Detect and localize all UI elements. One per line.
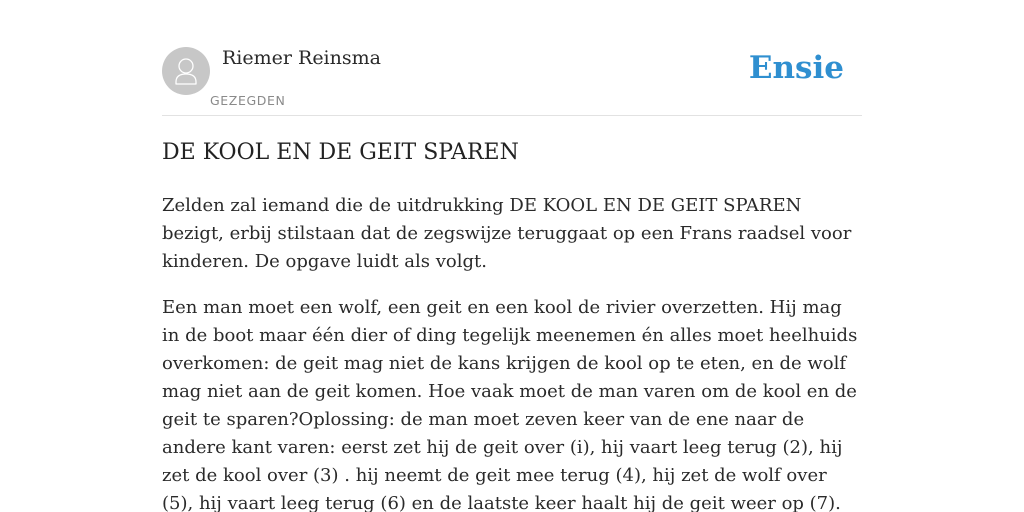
author-avatar[interactable] <box>162 47 210 95</box>
page-header <box>162 46 862 116</box>
article-paragraph: Een man moet een wolf, een geit en een kool de rivier overzetten. Hij mag in de boot maar één dier of ding tegelijk meenemen én alles moet heelhuids overkomen: de geit mag niet de kans krijgen de kool op te eten, en de wolf mag niet aan de geit komen. Hoe vaak moet de man varen om de kool en de geit te sparen?Oplossing: de man moet zeven keer van de ene naar de andere kant varen: eerst zet hij de geit over (i), hij vaart leeg terug (2), hij zet de kool over (3) . hij neemt de geit mee terug (4), hij zet de wolf over (5), hij vaart leeg terug (6) en de laatste keer haalt hij de geit weer op (7). <box>162 297 858 512</box>
article-paragraph: Zelden zal iemand die de uitdrukking DE KOOL EN DE GEIT SPAREN bezigt, erbij stilstaan dat de zegswijze teruggaat op een Frans raadsel voor kinderen. De opgave luidt als volgt. <box>162 195 852 272</box>
brand-logo[interactable]: Ensie <box>748 50 844 86</box>
article-body <box>162 192 862 512</box>
article-title: DE KOOL EN DE GEIT SPAREN <box>162 140 519 165</box>
category-label[interactable]: GEZEGDEN <box>210 93 286 108</box>
author-name-link[interactable]: Riemer Reinsma <box>222 47 381 69</box>
user-placeholder-icon <box>162 47 210 95</box>
